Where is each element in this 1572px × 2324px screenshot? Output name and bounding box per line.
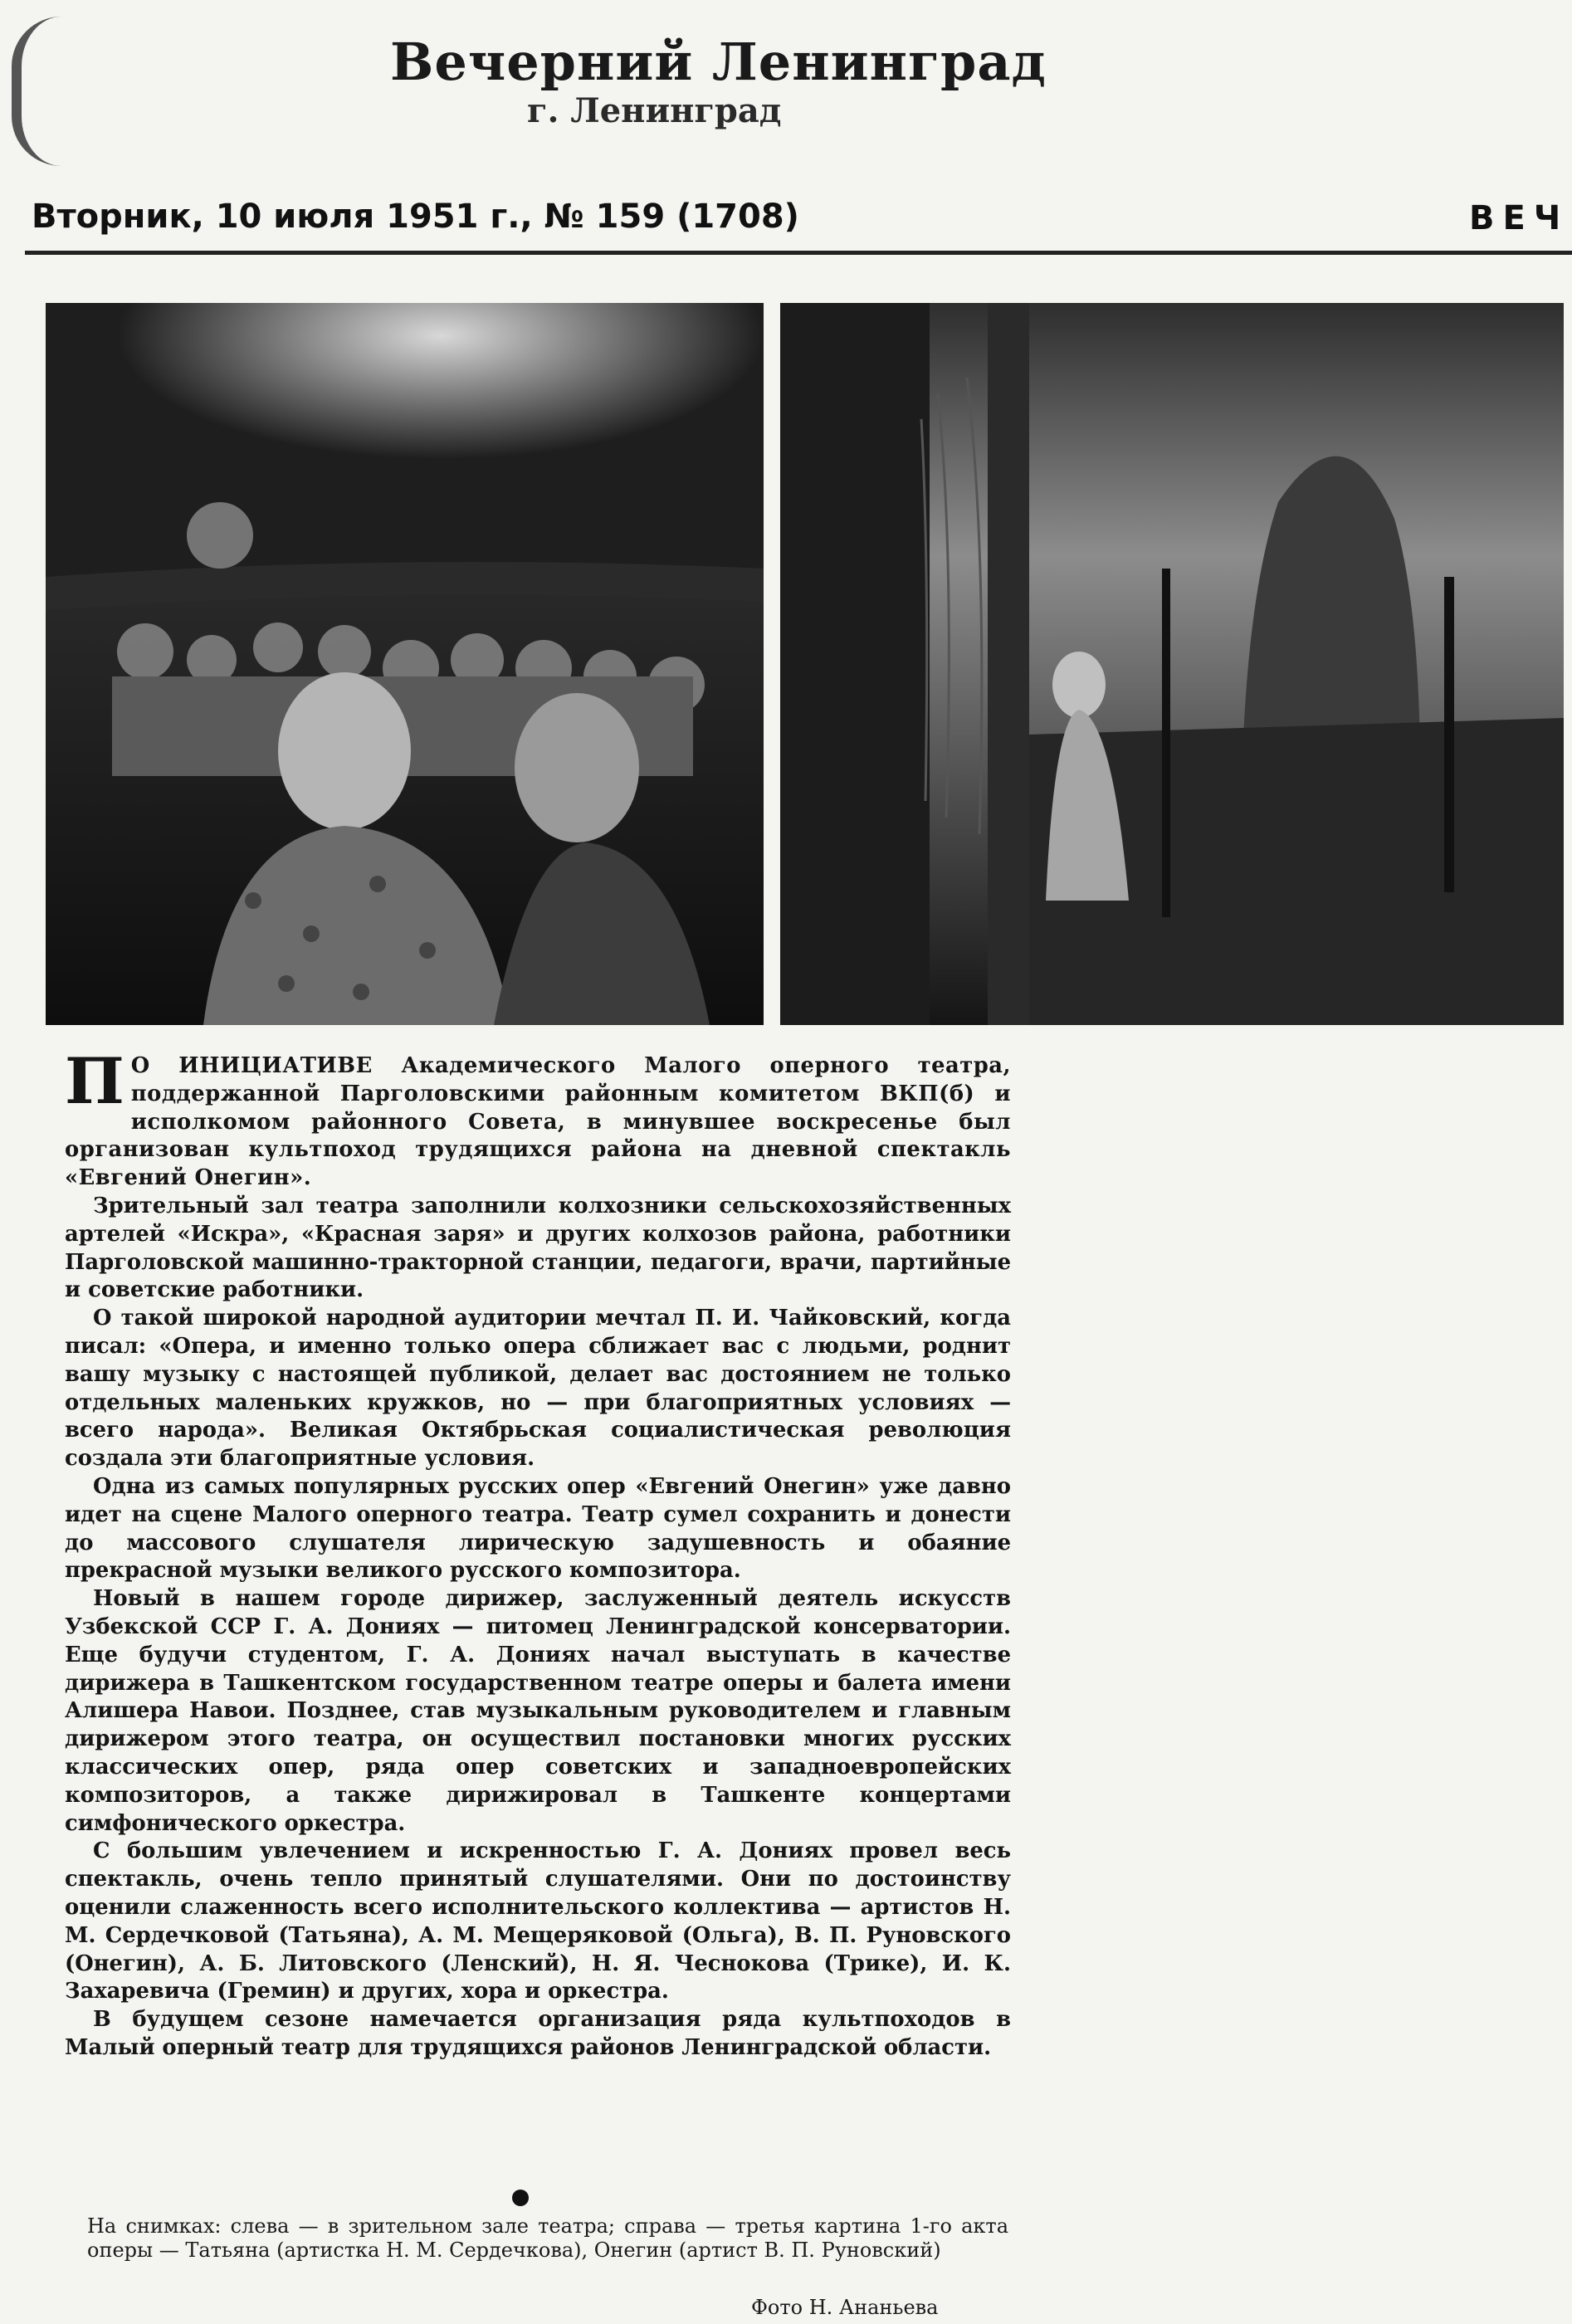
- article-body: [65, 1044, 1011, 2063]
- article-paragraph: Новый в нашем городе дирижер, заслуженный деятель искусств Узбекской ССР Г. А. Дониях — питомец Ленинградской консерватории. Еще будучи студентом, Г. А. Дониях начал выступать в качестве дирижера в Ташкентском государственном театре оперы и балета имени Алишера Навои. Позднее, став музыкальным руководителем и главным дирижером этого театра, он осуществил постановки многих русских классических опер, ряда опер советских и западноевропейских композиторов, а также дирижировал в Ташкенте концертами симфонического оркестра.: [65, 1586, 1011, 1836]
- article-paragraph: Зрительный зал театра заполнили колхозники сельскохозяйственных артелей «Искра», «Красная заря» и других колхозов района, работники Парголовской машинно-тракторной станции, педагоги, врачи, партийные и советские работники.: [65, 1193, 1011, 1303]
- article-paragraph: О такой широкой народной аудитории мечтал П. И. Чайковский, когда писал: «Опера, и именно только опера сближает вас с людьми, роднит вашу музыку с настоящей публикой, делает вас достоянием не только отдельных маленьких кружков, но — при благоприятных условиях — всего народа». Великая Октябрьская социалистическая революция создала эти благоприятные условия.: [65, 1306, 1011, 1472]
- article-lead-text: О ИНИЦИАТИВЕ Академического Малого оперного театра, поддержанной Парголовскими районным комитетом ВКП(б) и исполкомом районного Совета, в минувшее воскресенье был организован культпоход трудящихся района на дневной спектакль «Евгений Онегин».: [65, 1053, 1011, 1191]
- newspaper-masthead: Вечерний Ленинград: [390, 32, 1047, 92]
- separator-bullet: [512, 2190, 529, 2206]
- drop-cap: П: [65, 1044, 124, 1118]
- photo-caption: На снимках: слева — в зрительном зале театра; справа — третья картина 1-го акта оперы — Татьяна (артистка Н. М. Сердечкова), Онегин (артист В. П. Руновский): [87, 2214, 1008, 2262]
- page-edge-mark: [12, 17, 80, 166]
- photo-audience: [46, 303, 764, 1025]
- header-corner-text: ВЕЧ: [1469, 199, 1570, 237]
- masthead-city: г. Ленинград: [527, 91, 782, 130]
- article-paragraph: С большим увлечением и искренностью Г. А. Дониях провел весь спектакль, очень тепло принятый слушателями. Они по достоинству оценили слаженность всего исполнительского коллектива — артистов Н. М. Сердечковой (Татьяна), А. М. Мещеряковой (Ольга), В. П. Руновского (Онегин), А. Б. Литовского (Ленский), Н. Я. Чеснокова (Трике), И. К. Захаревича (Гремин) и других, хора и оркестра.: [65, 1838, 1011, 2004]
- header-rule: [25, 251, 1572, 255]
- article-lead-paragraph: [65, 1044, 1011, 1193]
- photo-stage-scene: [780, 303, 1564, 1025]
- photo-audience-illustration: [46, 303, 764, 1025]
- article-paragraph: Одна из самых популярных русских опер «Евгений Онегин» уже давно идет на сцене Малого оперного театра. Театр сумел сохранить и донести до массового слушателя лирическую задушевность и обаяние прекрасной музыки великого русского композитора.: [65, 1473, 1011, 1584]
- issue-dateline: Вторник, 10 июля 1951 г., № 159 (1708): [32, 198, 799, 236]
- photo-stage-illustration: [780, 303, 1564, 1025]
- article-paragraph: В будущем сезоне намечается организация ряда культпоходов в Малый оперный театр для трудящихся районов Ленинградской области.: [65, 2007, 1011, 2060]
- photo-credit: Фото Н. Ананьева: [751, 2296, 939, 2319]
